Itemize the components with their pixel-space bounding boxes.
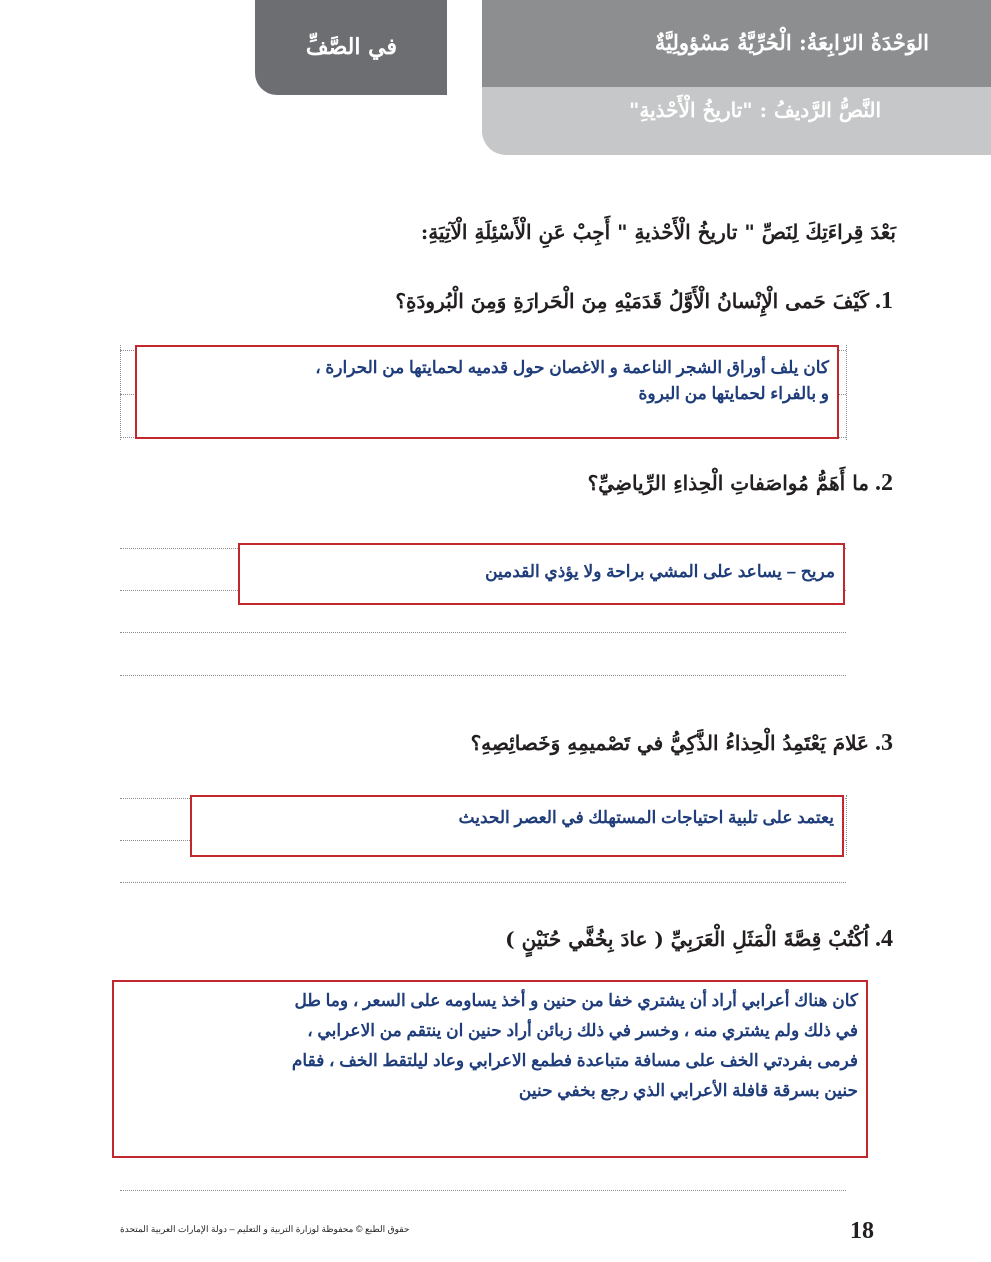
answer-box-3[interactable] — [190, 795, 844, 857]
class-tab — [255, 0, 447, 95]
answer-box-4[interactable] — [112, 980, 868, 1158]
answer-text: مريح – يساعد على المشي براحة ولا يؤذي القدمين — [485, 562, 835, 581]
answer-line — [120, 882, 846, 883]
dotted-margin — [846, 345, 847, 440]
class-label: في الصَّفِّ — [305, 34, 397, 60]
unit-banner — [482, 0, 991, 87]
answer-box-2[interactable] — [238, 543, 845, 605]
copyright-notice: حقوق الطبع © محفوظة لوزارة التربية و التعليم – دولة الإمارات العربية المتحدة — [120, 1224, 410, 1234]
question-text: كَيْفَ حَمى الْإِنْسانُ الْأَوَّلُ قَدَمَيْهِ مِنَ الْحَرارَةِ وَمِنَ الْبُرودَةِ؟ — [395, 289, 869, 313]
text-title: النَّصُّ الرَّديفُ : "تاريخُ الْأَحْذيةِ" — [628, 98, 881, 122]
question-text: ما أَهَمُّ مُواصَفاتِ الْحِذاءِ الرِّياضِيِّ؟ — [587, 471, 869, 495]
question-number: 3. — [875, 730, 893, 756]
question-1 — [395, 288, 893, 315]
page-number: 18 — [850, 1218, 874, 1244]
question-4 — [505, 926, 893, 953]
answer-text: كان هناك أعرابي أراد أن يشتري خفا من حنين و أخذ يساومه على السعر ، وما طل في ذلك ولم يشتري منه ، وخسر في ذلك زبائن أراد حنين ان ينتقم من الاعرابي ، فرمى بفردتي الخف على مسافة متباعدة فطمع الاعرابي وعاد ليلتقط الخف ، فقام حنين بسرقة قافلة الأعرابي الذي رجع بخفي حنين — [291, 991, 858, 1100]
answer-line — [120, 1190, 846, 1191]
question-3 — [471, 730, 893, 757]
question-text: عَلامَ يَعْتَمِدُ الْحِذاءُ الذَّكِيُّ في تَصْميمِهِ وَخَصائِصِهِ؟ — [470, 731, 869, 755]
answer-line — [120, 675, 846, 676]
answer-text: يعتمد على تلبية احتياجات المستهلك في العصر الحديث — [458, 808, 834, 827]
dotted-margin — [120, 345, 121, 440]
dotted-margin — [846, 795, 847, 855]
answer-text: كان يلف أوراق الشجر الناعمة و الاغصان حول قدميه لحمايتها من الحرارة ، و بالفراء لحمايتها من البروة — [315, 358, 829, 403]
instruction: بَعْدَ قِراءَتِكَ لِنَصِّ " تاريخُ الْأَحْذيةِ " أَجِبْ عَنِ الْأَسْئِلَةِ الْآتِيَةِ: — [420, 220, 896, 244]
answer-line — [120, 632, 846, 633]
answer-box-1[interactable] — [135, 345, 839, 439]
question-number: 4. — [875, 926, 893, 952]
question-2 — [588, 470, 893, 497]
question-text: اُكْتُبْ قِصَّةَ الْمَثَلِ الْعَرَبِيِّ ( عادَ بِخُفَّي حُنَيْنٍ ) — [505, 927, 869, 951]
question-number: 1. — [875, 288, 893, 314]
question-number: 2. — [875, 470, 893, 496]
unit-title: الوَحْدَةُ الرّابِعَةُ: الْحُرِّيَّةُ مَسْؤولِيَّةٌ — [654, 30, 929, 55]
